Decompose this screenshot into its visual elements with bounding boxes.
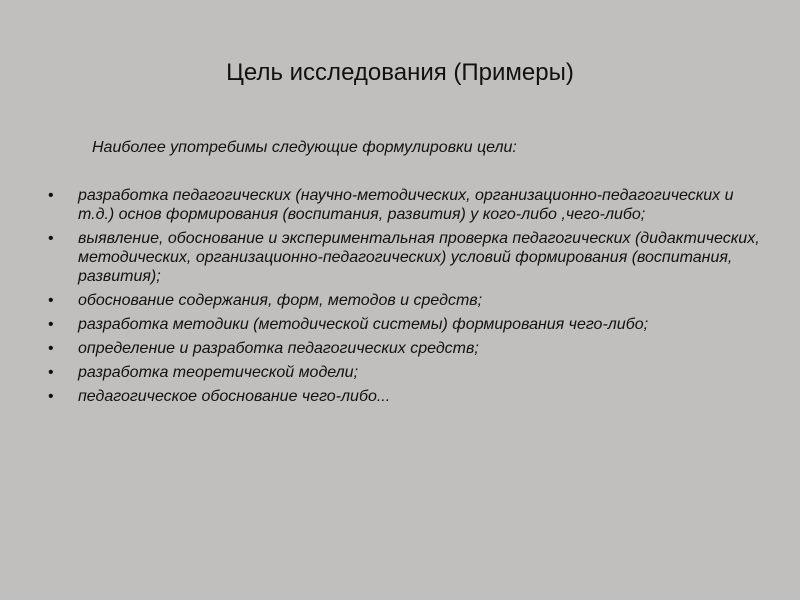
bullet-icon: • bbox=[48, 230, 54, 247]
list-item-text: разработка методики (методической системы) формирования чего-либо; bbox=[78, 316, 649, 333]
list-item bbox=[40, 229, 760, 286]
slide-title: Цель исследования (Примеры) bbox=[226, 59, 574, 86]
list-item-text: разработка педагогических (научно-методических, организационно-педагогических и т.д.) основ формирования (воспитания, развития) у кого-либо ,чего-либо; bbox=[78, 187, 734, 223]
list-item-text: выявление, обоснование и экспериментальная проверка педагогических (дидактических, методических, организационно-педагогических) условий формирования (воспитания, развития); bbox=[78, 230, 760, 285]
list-item-text: обоснование содержания, форм, методов и средств; bbox=[78, 292, 483, 309]
list-item bbox=[40, 291, 760, 310]
slide-intro: Наиболее употребимы следующие формулировки цели: bbox=[92, 139, 517, 156]
bullet-list bbox=[40, 186, 760, 411]
list-item bbox=[40, 186, 760, 224]
bullet-icon: • bbox=[48, 316, 54, 333]
bullet-icon: • bbox=[48, 388, 54, 405]
bullet-icon: • bbox=[48, 292, 54, 309]
list-item bbox=[40, 363, 760, 382]
bullet-icon: • bbox=[48, 364, 54, 381]
list-item-text: разработка теоретической модели; bbox=[78, 364, 359, 381]
list-item bbox=[40, 387, 760, 406]
bullet-icon: • bbox=[48, 340, 54, 357]
list-item bbox=[40, 315, 760, 334]
list-item-text: определение и разработка педагогических средств; bbox=[78, 340, 479, 357]
list-item bbox=[40, 339, 760, 358]
list-item-text: педагогическое обоснование чего-либо... bbox=[78, 388, 391, 405]
bullet-icon: • bbox=[48, 187, 54, 204]
